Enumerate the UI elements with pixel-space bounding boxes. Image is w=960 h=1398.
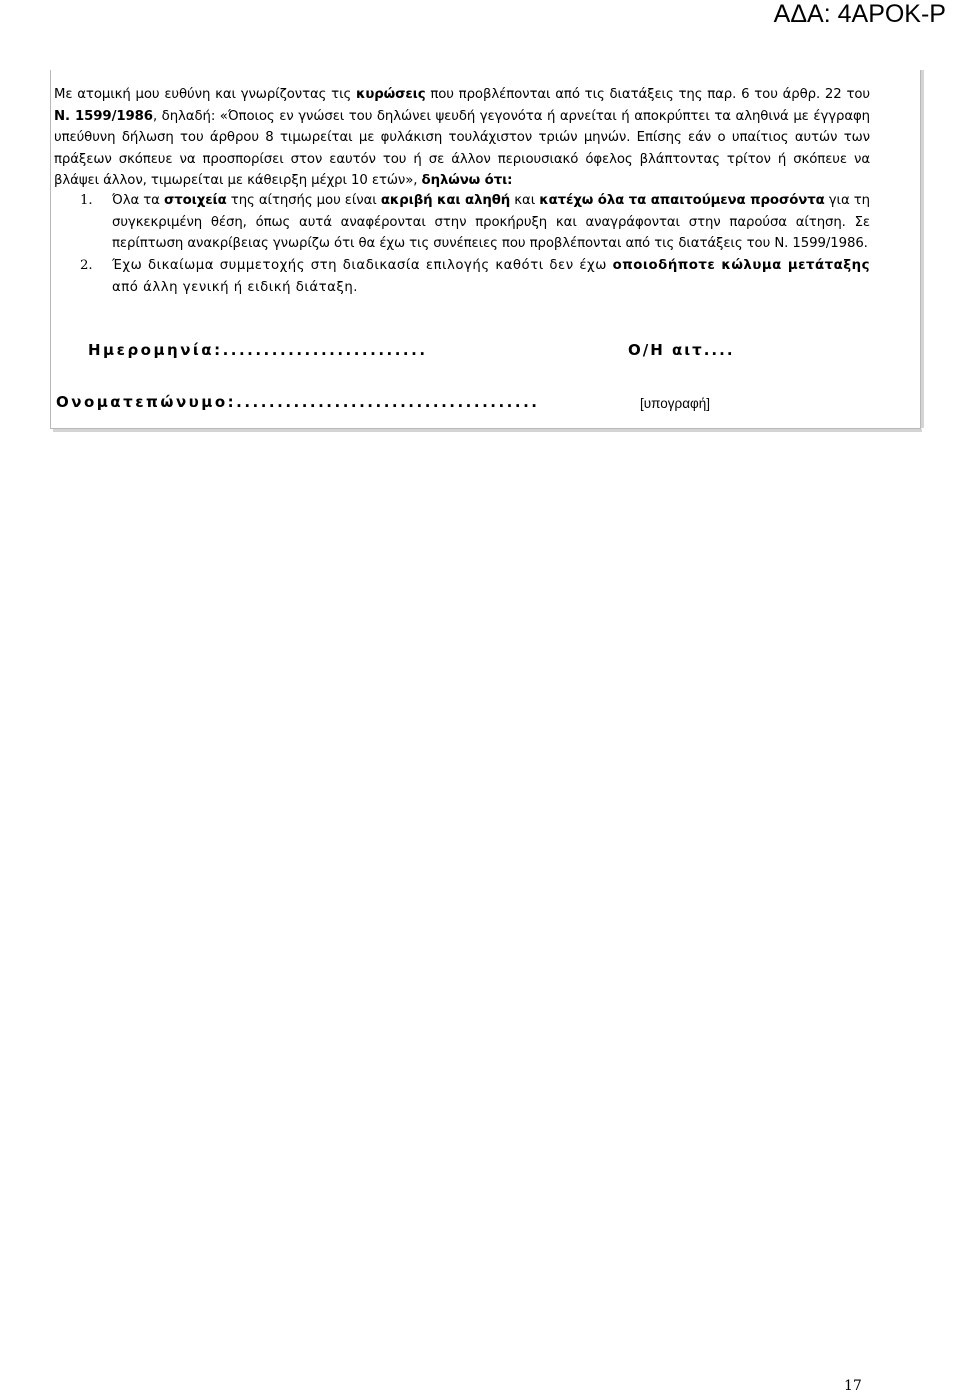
declaration-paragraph [54,84,870,192]
item-text-part: Όλα τα [112,193,164,208]
declaration-bold-declare: δηλώνω ότι: [421,173,513,188]
declaration-text: που προβλέπονται από τις διατάξεις της παρ. 6 του άρθρ. 22 του [425,87,870,102]
signature-label: [υπογραφή] [640,396,711,411]
declaration-bold-law: Ν. 1599/1986 [54,108,153,124]
item-bold-part: οποιοδήποτε κώλυμα μετάταξης [612,258,870,273]
item-text [112,190,870,255]
item-text-part: και [510,193,540,208]
item-number: 1. [80,193,93,208]
item-text-part: Έχω δικαίωμα συμμετοχής στη διαδικασία επιλογής καθότι δεν έχω [112,258,613,273]
full-name-field-label: Ονοματεπώνυμο:..................................... [56,393,540,411]
declaration-bold-sanctions: κυρώσεις [355,87,426,102]
applicant-label: Ο/Η αιτ.... [628,341,735,359]
ada-code: ΑΔΑ: 4ΑΡΟΚ-Ρ [773,0,946,28]
frame-shadow-right [921,70,924,428]
item-bold-part: κατέχω όλα τα απαιτούμενα προσόντα [539,193,825,208]
item-number: 2. [80,258,93,273]
declaration-text: Με ατομική μου ευθύνη και γνωρίζοντας τις [54,87,356,102]
date-field-label: Ημερομηνία:......................... [88,341,428,359]
item-text-part: της αίτησής μου είναι [226,193,381,208]
item-bold-part: στοιχεία [164,193,227,208]
item-text [112,255,870,298]
declaration-text: , δηλαδή: «Όποιος εν γνώσει του δηλώνει ψευδή γεγονότα ή αρνείται ή αποκρύπτει τα αληθινά με έγγραφη υπεύθυνη δήλωση του άρθρου 8 τιμωρείται με φυλάκιση τουλάχιστον τριών μηνών. Επίσης εάν ο υπαίτιος αυτών των πράξεων σκόπευε να προσπορίσει στον εαυτόν του ή σε άλλον περιουσιακό όφελος βλάπτοντας τρίτον ή σκόπευε να βλάψει άλλον, τιμωρείται με κάθειρξη μέχρι 10 ετών», [54,108,870,188]
declaration-item-2 [80,255,870,298]
page-number: 17 [844,1378,862,1394]
item-text-part: από άλλη γενική ή ειδική διάταξη. [112,279,358,295]
item-text-part: για τη συγκεκριμένη θέση, όπως αυτά αναφέρονται στην προκήρυξη και αναγράφονται στην παρούσα αίτηση. Σε περίπτωση ανακρίβειας γνωρίζω ότι θα έχω τις συνέπειες που προβλέπονται από τις διατάξεις του Ν. 1599/1986. [112,193,870,251]
item-bold-part: ακριβή και αληθή [380,193,511,208]
frame-shadow-bottom [53,429,922,432]
declaration-item-1 [80,190,870,255]
